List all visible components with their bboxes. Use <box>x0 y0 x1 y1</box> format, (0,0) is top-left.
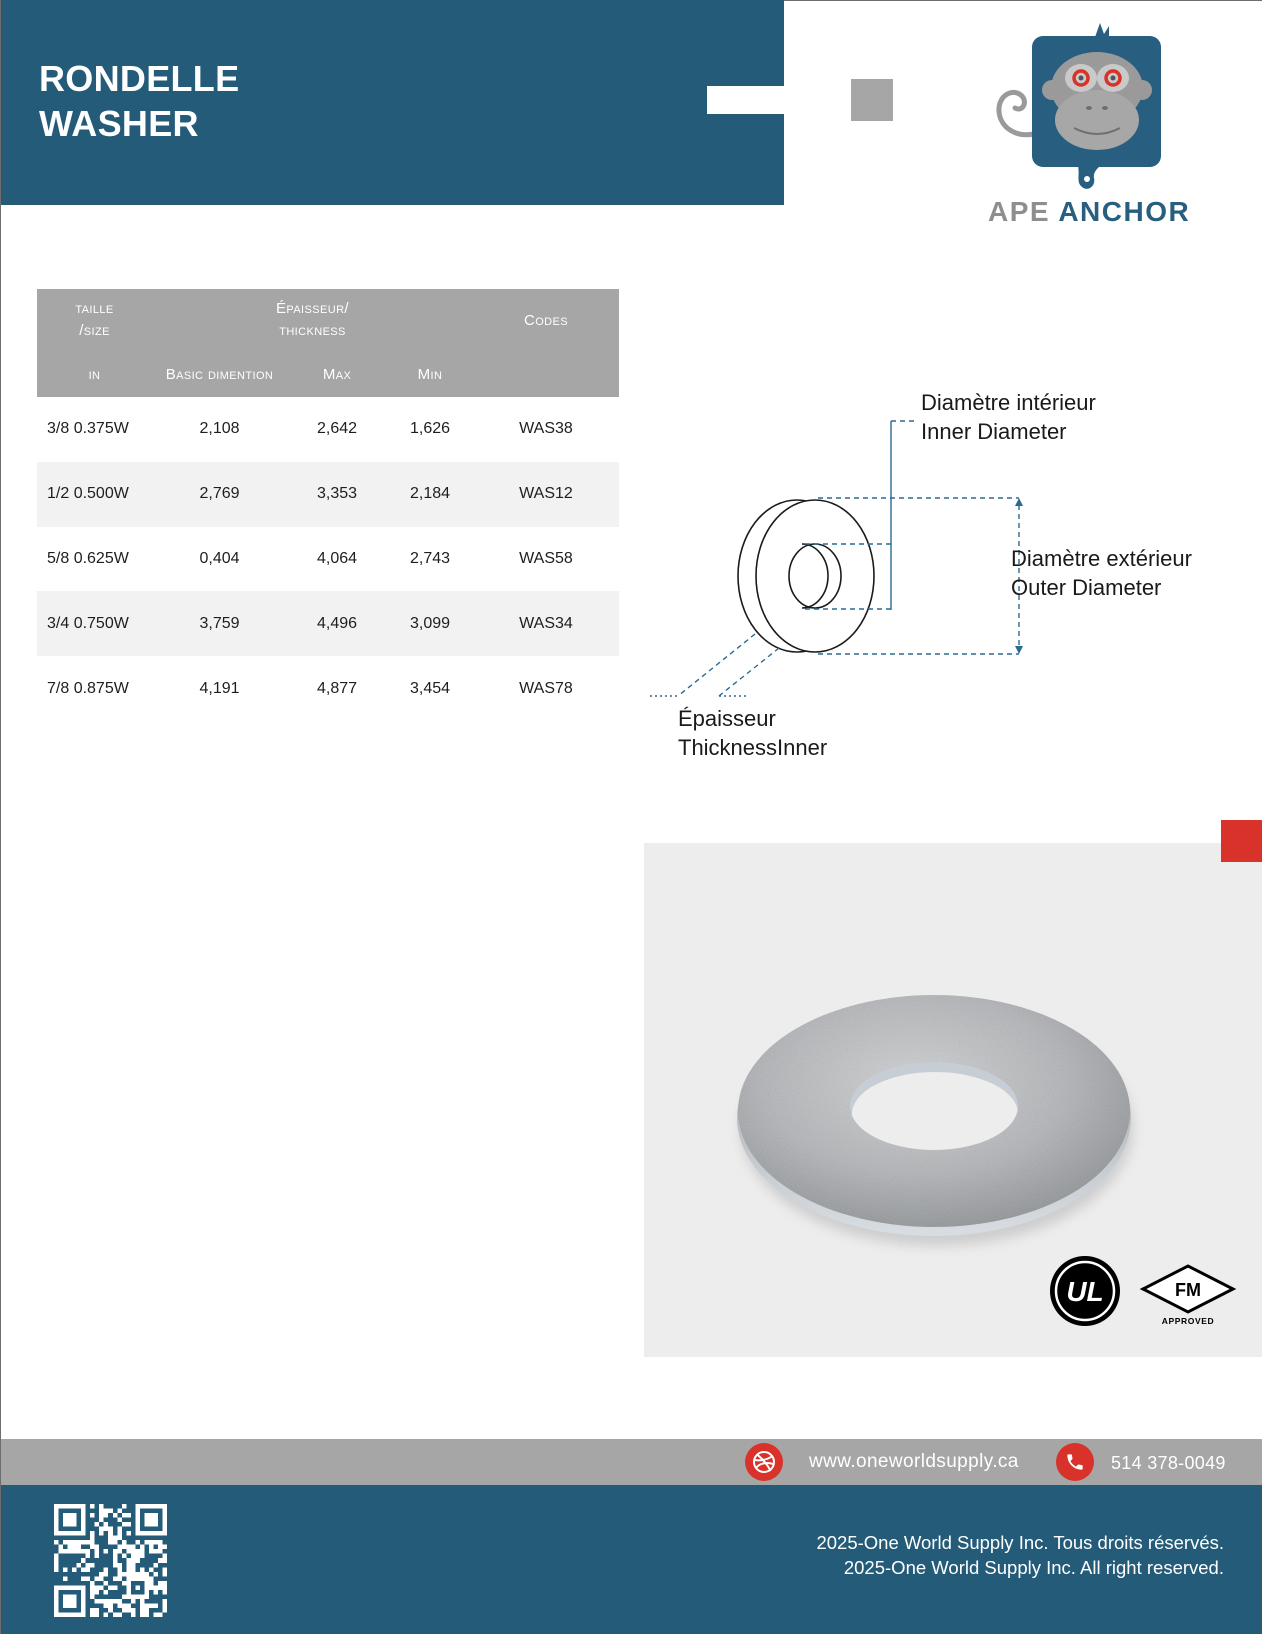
outer-diameter-label <box>1011 544 1192 602</box>
logo-nostril-right <box>1102 106 1108 110</box>
dribbble-globe-icon[interactable] <box>745 1443 783 1481</box>
cell-code: WAS12 <box>519 485 573 503</box>
cell-max: 4,877 <box>316 679 358 697</box>
title-line-en: WASHER <box>39 103 199 144</box>
cell-size: 3/8 0.375W <box>47 420 129 438</box>
cell-size: 3/4 0.750W <box>47 614 129 632</box>
cell-max: 4,064 <box>316 549 358 567</box>
table-row <box>37 656 619 721</box>
table-row <box>37 591 619 656</box>
table-header-row-2 <box>37 351 619 397</box>
washer-dimension-diagram <box>640 400 1070 720</box>
header-thickness-en: thickness <box>279 322 346 339</box>
header-codes: Codes <box>523 311 568 329</box>
copyright-en: 2025-One World Supply Inc. All right reserved. <box>843 1557 1224 1578</box>
title-line-fr: RONDELLE <box>39 58 240 99</box>
table-header-row-1 <box>37 289 619 351</box>
header-size-en: /size <box>79 322 110 339</box>
fm-logo-subtext: APPROVED <box>1161 1316 1215 1326</box>
outer-diameter-label-fr: Diamètre extérieur <box>1011 546 1192 571</box>
cell-basic: 4,191 <box>199 679 240 697</box>
table-row <box>37 397 619 462</box>
thickness-label <box>678 704 827 762</box>
cell-code: WAS58 <box>519 549 573 567</box>
cell-max: 4,496 <box>316 614 358 632</box>
header-size-fr: taille <box>75 300 114 317</box>
qr-code-icon <box>54 1504 167 1617</box>
header-thickness-fr: Épaisseur/ <box>276 300 349 317</box>
product-photo-panel <box>644 843 1262 1357</box>
fm-approved-logo <box>1143 1266 1233 1326</box>
thickness-leader-outer <box>678 634 755 696</box>
logo-muzzle <box>1055 90 1139 150</box>
red-square-decoration <box>1221 820 1262 862</box>
copyright-fr: 2025-One World Supply Inc. Tous droits réservés. <box>816 1532 1224 1553</box>
cell-max: 2,642 <box>316 420 358 438</box>
brand-word-anchor: ANCHOR <box>1058 196 1191 227</box>
header-unit: in <box>88 365 101 383</box>
cell-basic: 0,404 <box>199 549 240 567</box>
inner-diameter-label-fr: Diamètre intérieur <box>921 390 1096 415</box>
cell-basic: 2,769 <box>199 485 240 503</box>
header-size <box>37 289 152 351</box>
header-basic: Basic dimention <box>165 365 274 383</box>
table-header <box>37 289 619 397</box>
thickness-label-fr: Épaisseur <box>678 706 776 731</box>
cell-basic: 2,108 <box>199 420 240 438</box>
logo-pupil-right <box>1111 76 1116 81</box>
cell-min: 2,743 <box>409 549 451 567</box>
table-body <box>37 397 619 721</box>
brand-word-ape: APE <box>988 196 1051 227</box>
cell-max: 3,353 <box>316 485 358 503</box>
copyright-notice <box>816 1530 1224 1580</box>
cell-size: 7/8 0.875W <box>47 679 129 697</box>
header-notch-decoration <box>707 86 784 114</box>
phone-number-link[interactable]: 514 378-0049 <box>1111 1453 1226 1473</box>
cell-min: 1,626 <box>409 420 451 438</box>
cell-size: 5/8 0.625W <box>47 549 129 567</box>
gray-square-decoration <box>851 79 893 121</box>
cell-basic: 3,759 <box>199 614 240 632</box>
diagram-washer-hole <box>789 544 841 608</box>
spec-table <box>37 289 619 721</box>
washer-photo <box>644 843 1262 1357</box>
cell-code: WAS34 <box>519 614 573 632</box>
qr-code-modules <box>54 1504 167 1617</box>
thickness-label-en: ThicknessInner <box>678 735 828 760</box>
logo-tail <box>999 92 1034 134</box>
ul-logo-text: UL <box>1066 1276 1104 1307</box>
inner-diameter-label-en: Inner Diameter <box>921 419 1067 444</box>
website-link[interactable]: www.oneworldsupply.ca <box>809 1451 1019 1472</box>
ul-certification-logo <box>1050 1256 1120 1326</box>
header-thickness <box>152 289 473 351</box>
logo-nostril-left <box>1086 106 1092 110</box>
cell-min: 3,099 <box>409 614 451 632</box>
cell-code: WAS78 <box>519 679 573 697</box>
cell-min: 3,454 <box>409 679 451 697</box>
logo-drip-highlight <box>1084 176 1090 182</box>
page-title <box>39 56 239 146</box>
header-min: Min <box>417 365 443 383</box>
thickness-leader-inner <box>719 648 779 696</box>
header-empty <box>473 351 619 397</box>
brand-name <box>988 197 1190 227</box>
outer-diameter-label-en: Outer Diameter <box>1011 575 1162 600</box>
cell-min: 2,184 <box>409 485 451 503</box>
cell-size: 1/2 0.500W <box>47 485 129 503</box>
table-row <box>37 527 619 592</box>
table-row <box>37 462 619 527</box>
header-max: Max <box>322 365 352 383</box>
arrow-down-icon <box>1015 646 1023 654</box>
inner-diameter-label <box>921 388 1096 446</box>
phone-icon[interactable] <box>1056 1443 1094 1481</box>
page-border-left <box>0 0 1 1634</box>
logo-tuft <box>1094 23 1109 40</box>
arrow-up-icon <box>1015 498 1023 506</box>
monkey-mascot-icon <box>990 16 1180 198</box>
cell-code: WAS38 <box>519 420 573 438</box>
fm-logo-text: FM <box>1175 1280 1201 1300</box>
logo-pupil-left <box>1079 76 1084 81</box>
